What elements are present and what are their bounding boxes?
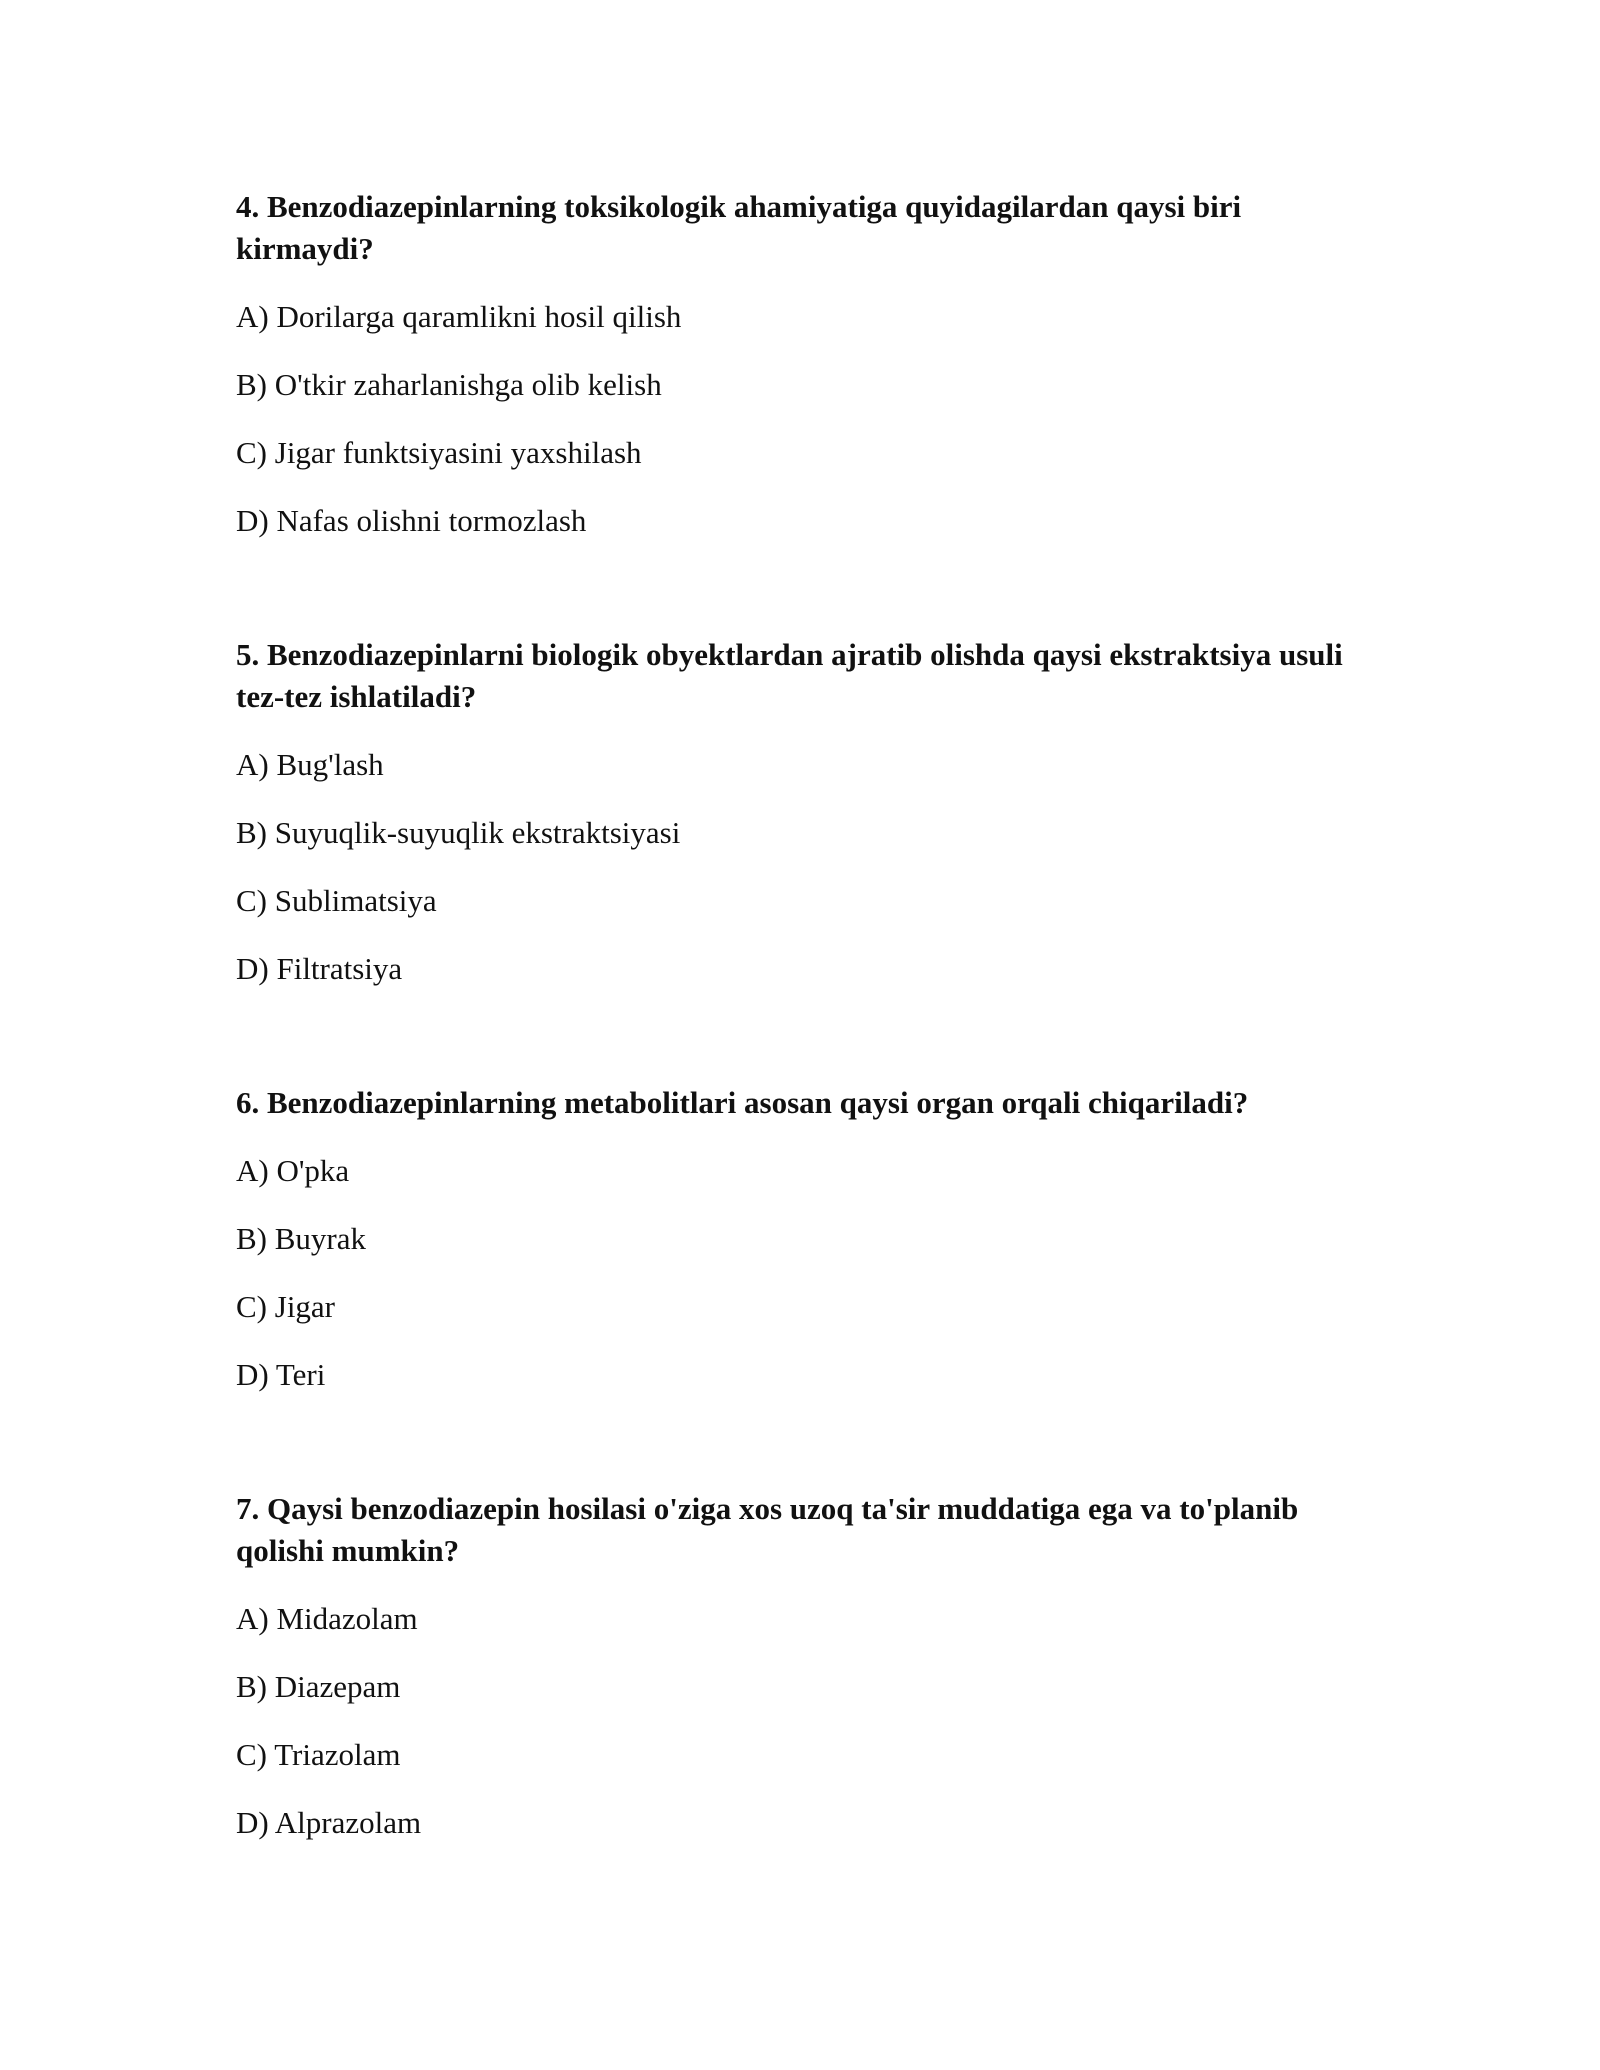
option-a: A) Midazolam (236, 1601, 418, 1636)
question-text: 6. Benzodiazepinlarning metabolitlari asosan qaysi organ orqali chiqariladi? (236, 1085, 1249, 1120)
question-text: 4. Benzodiazepinlarning toksikologik ahamiyatiga quyidagilardan qaysi biri kirmaydi? (236, 189, 1242, 266)
option-c: C) Jigar funktsiyasini yaxshilash (236, 435, 642, 470)
option-b: B) Suyuqlik-suyuqlik ekstraktsiyasi (236, 815, 681, 850)
option-a: A) O'pka (236, 1153, 350, 1188)
option-list (236, 1150, 1366, 1396)
option-b: B) O'tkir zaharlanishga olib kelish (236, 367, 662, 402)
option-d: D) Alprazolam (236, 1805, 422, 1840)
option-c: C) Triazolam (236, 1737, 401, 1772)
question-text: 7. Qaysi benzodiazepin hosilasi o'ziga xos uzoq ta'sir muddatiga ega va to'planib qolishi mumkin? (236, 1491, 1299, 1568)
option-a: A) Bug'lash (236, 747, 384, 782)
option-a: A) Dorilarga qaramlikni hosil qilish (236, 299, 682, 334)
option-list (236, 1598, 1366, 1844)
option-b: B) Diazepam (236, 1669, 401, 1704)
option-c: C) Sublimatsiya (236, 883, 437, 918)
option-b: B) Buyrak (236, 1221, 367, 1256)
option-list (236, 744, 1366, 990)
option-c: C) Jigar (236, 1289, 336, 1324)
question-block (236, 634, 1366, 990)
option-d: D) Filtratsiya (236, 951, 403, 986)
option-list (236, 296, 1366, 542)
option-d: D) Nafas olishni tormozlash (236, 503, 587, 538)
question-block (236, 1082, 1366, 1396)
question-block (236, 186, 1366, 542)
option-d: D) Teri (236, 1357, 326, 1392)
question-block (236, 1488, 1366, 1844)
question-text: 5. Benzodiazepinlarni biologik obyektlardan ajratib olishda qaysi ekstraktsiya usuli tez-tez ishlatiladi? (236, 637, 1343, 714)
